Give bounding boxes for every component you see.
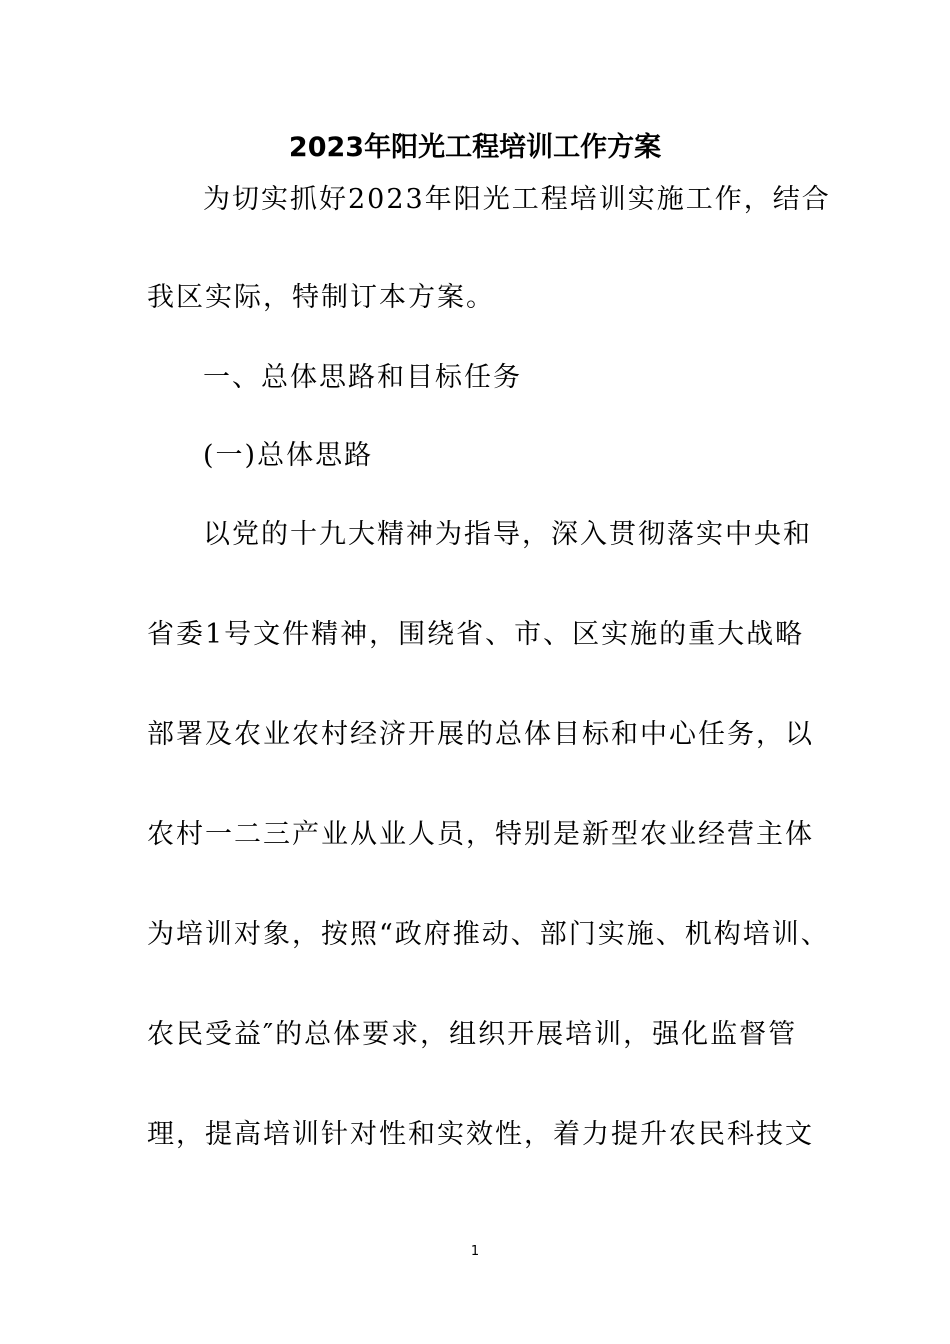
paragraph-line-3: 以党的十九大精神为指导，深入贯彻落实中央和 [203, 519, 812, 550]
paragraph-line-8: 农民受益″的总体要求，组织开展培训，强化监督管 [147, 1019, 798, 1050]
paragraph-line-1: 为切实抓好2023年阳光工程培训实施工作，结合 [203, 184, 831, 215]
paragraph-line-4: 省委1号文件精神，围绕省、市、区实施的重大战略 [147, 619, 805, 650]
paragraph-line-2: 我区实际，特制订本方案。 [147, 282, 495, 313]
subsection-heading-1: (一)总体思路 [203, 440, 374, 471]
section-heading-1: 一、总体思路和目标任务 [203, 362, 522, 393]
document-title: 2023年阳光工程培训工作方案 [288, 132, 662, 163]
paragraph-line-7: 为培训对象，按照“政府推动、部门实施、机构培训、 [147, 919, 830, 950]
paragraph-line-9: 理，提高培训针对性和实效性，着力提升农民科技文 [147, 1119, 814, 1150]
page-number: 1 [470, 1244, 480, 1259]
paragraph-line-6: 农村一二三产业从业人员，特别是新型农业经营主体 [147, 819, 814, 850]
paragraph-line-5: 部署及农业农村经济开展的总体目标和中心任务，以 [147, 719, 814, 750]
